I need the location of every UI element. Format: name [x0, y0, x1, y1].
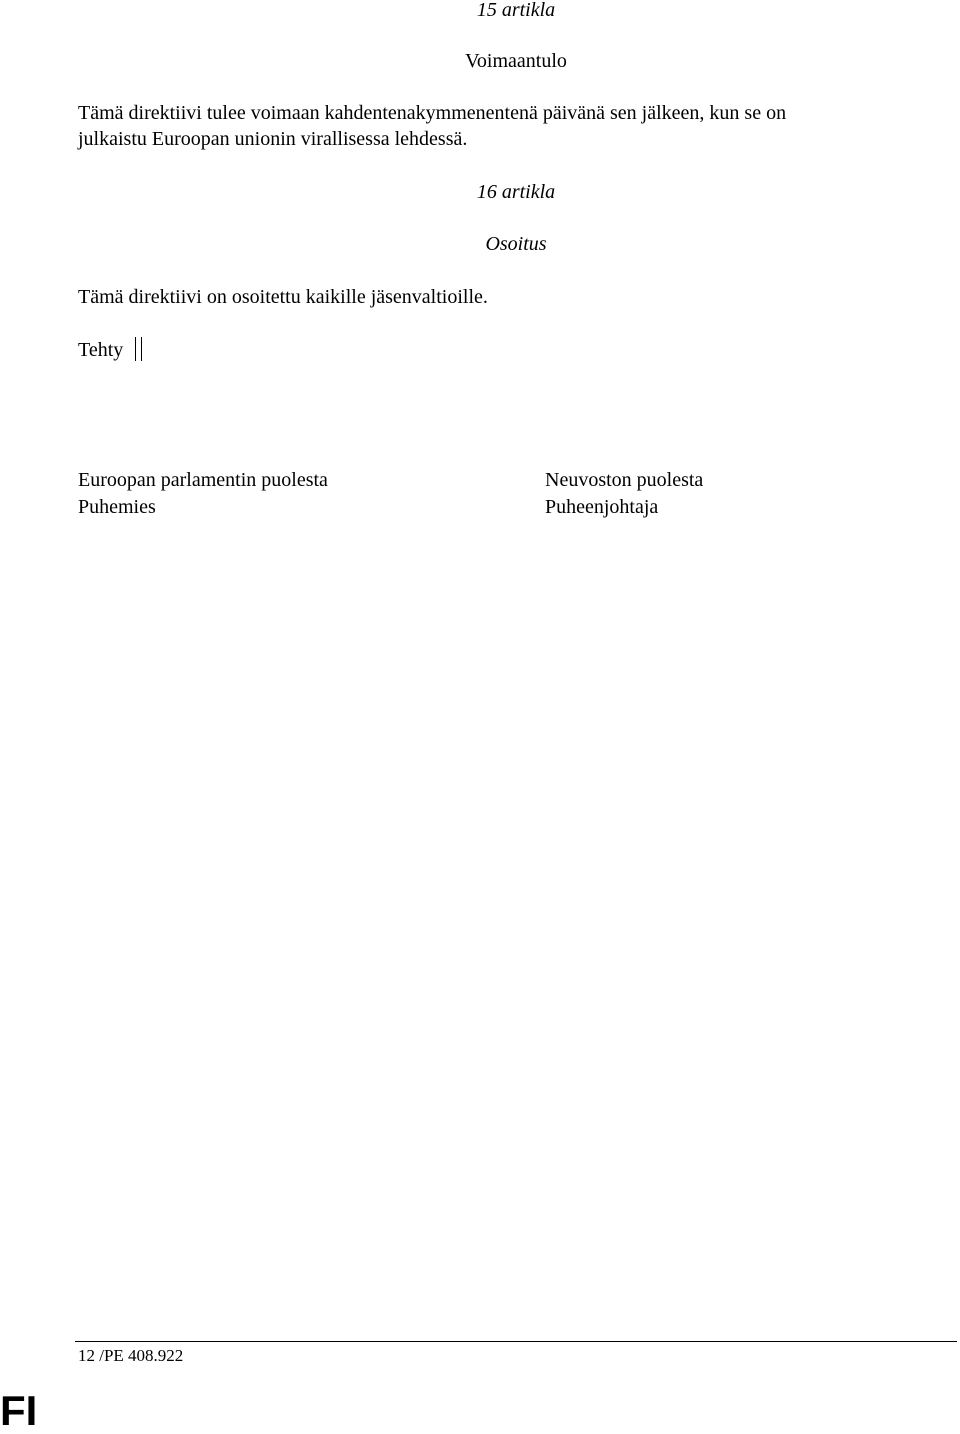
parliament-signature-org: Euroopan parlamentin puolesta: [78, 469, 328, 491]
parliament-signature-role: Puhemies: [78, 496, 156, 518]
done-at-label: Tehty: [78, 339, 124, 361]
language-code: FI: [0, 1387, 38, 1434]
article-15-body-line-1: Tämä direktiivi tulee voimaan kahdentenakymmenentenä päivänä sen jälkeen, kun se on: [78, 102, 787, 124]
article-15-number: 15 artikla: [476, 0, 556, 21]
article-16-body: Tämä direktiivi on osoitettu kaikille jäsenvaltioille.: [78, 286, 488, 308]
article-15-title: Voimaantulo: [465, 50, 567, 72]
placeholder-marker: [135, 337, 142, 361]
article-16-number: 16 artikla: [476, 181, 556, 203]
footer-reference: 12 /PE 408.922: [78, 1346, 184, 1365]
footer-divider: [75, 1341, 957, 1342]
article-16-title: Osoitus: [485, 233, 547, 255]
council-signature-role: Puheenjohtaja: [545, 496, 659, 518]
article-15-body-line-2: julkaistu Euroopan unionin virallisessa lehdessä.: [78, 128, 468, 150]
council-signature-org: Neuvoston puolesta: [545, 469, 704, 491]
